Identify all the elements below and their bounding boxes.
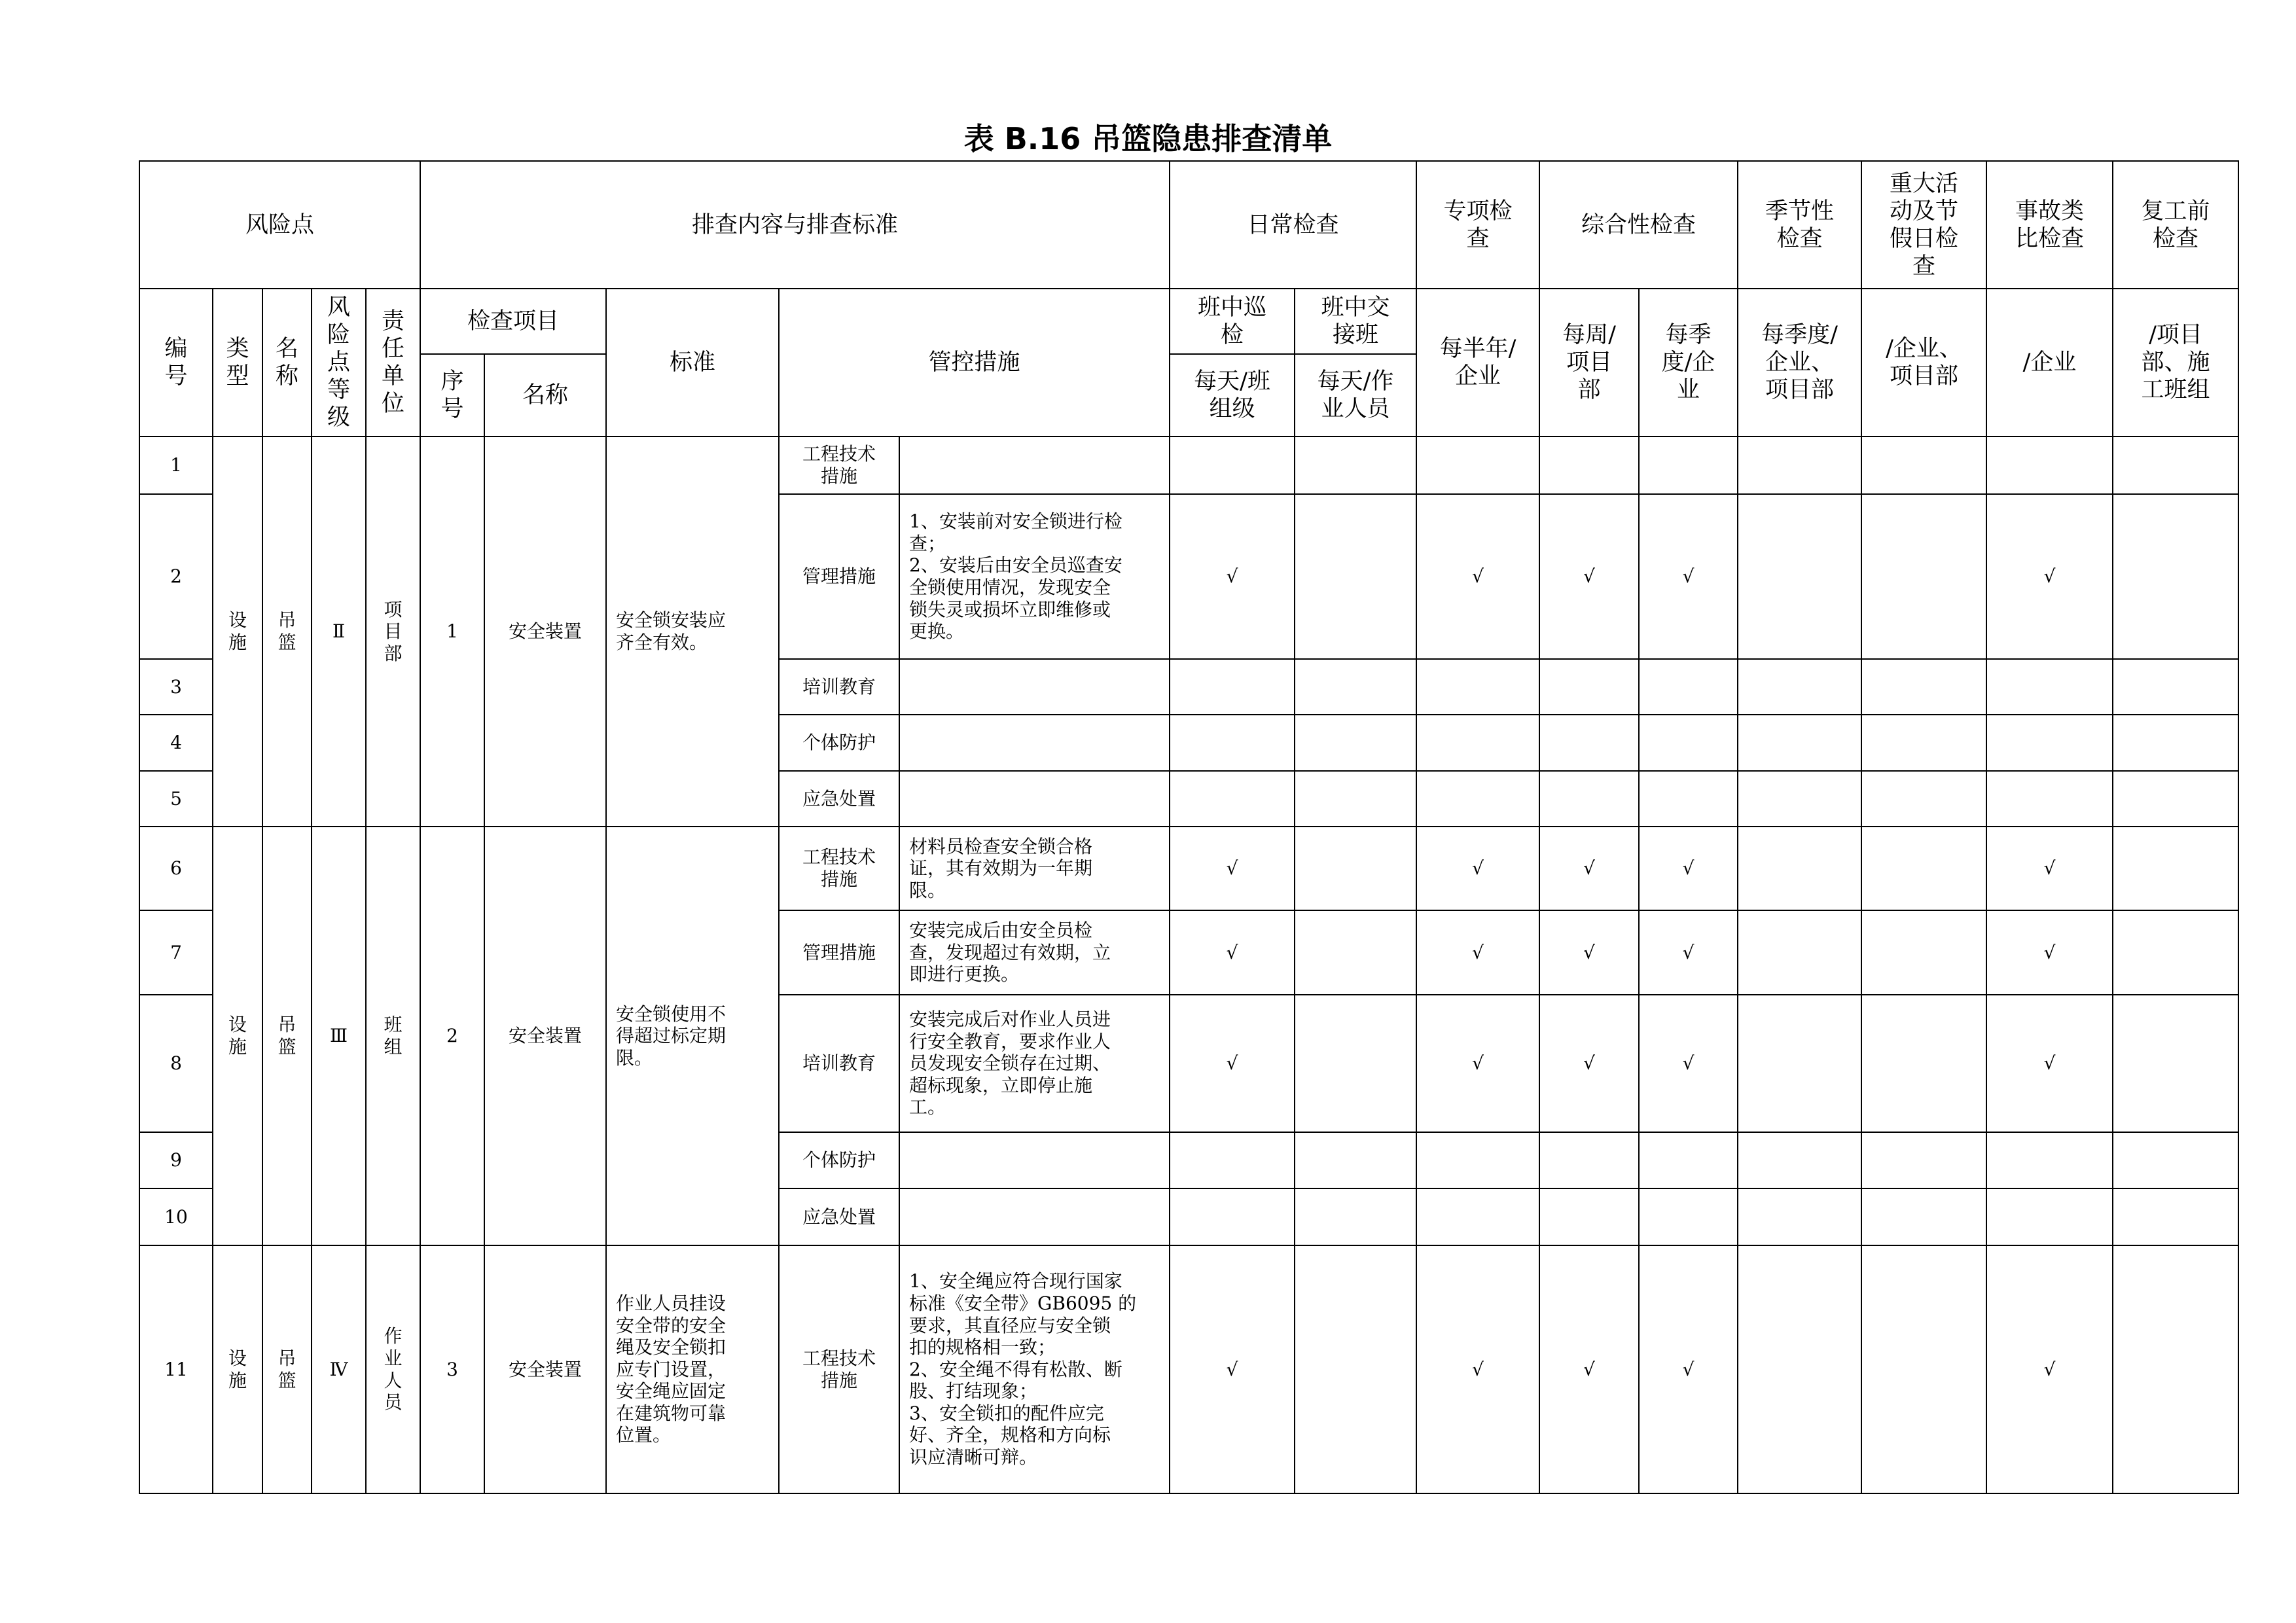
check-cell — [1638, 436, 1738, 495]
check-cell — [1737, 493, 1862, 660]
check-cell: √ — [1638, 994, 1738, 1133]
check-cell — [1539, 1132, 1640, 1189]
check-cell: √ — [1169, 826, 1295, 911]
row-number: 7 — [139, 910, 213, 995]
header-daily-check: 日常检查 — [1169, 160, 1417, 289]
measure-category: 应急处置 — [778, 770, 900, 827]
check-cell: √ — [1638, 1245, 1738, 1494]
row-number: 6 — [139, 826, 213, 911]
header-type: 类 型 — [212, 288, 263, 437]
check-cell: √ — [1416, 910, 1540, 995]
group-item-name: 安全装置 — [484, 826, 607, 1246]
check-cell: √ — [1169, 994, 1295, 1133]
group-standard: 作业人员挂设 安全带的安全 绳及安全锁扣 应专门设置， 安全绳应固定 在建筑物可靠 位置。 — [605, 1245, 780, 1494]
freq-holiday: /企业、 项目部 — [1861, 288, 1987, 437]
measure-category: 应急处置 — [778, 1188, 900, 1246]
measure-category: 培训教育 — [778, 994, 900, 1133]
freq-shift-patrol: 每天/班 组级 — [1169, 353, 1295, 437]
header-no: 编 号 — [139, 288, 213, 437]
check-cell — [1737, 770, 1862, 827]
check-cell — [1737, 1245, 1862, 1494]
check-cell: √ — [1416, 1245, 1540, 1494]
header-risk-point: 风险点 — [139, 160, 421, 289]
header-shift-handover: 班中交 接班 — [1294, 288, 1417, 355]
check-cell — [1986, 1132, 2113, 1189]
check-cell — [1416, 436, 1540, 495]
check-cell: √ — [1638, 493, 1738, 660]
check-cell — [2112, 1245, 2239, 1494]
check-cell: √ — [1169, 1245, 1295, 1494]
header-name: 名 称 — [262, 288, 312, 437]
header-resume-check: 复工前 检查 — [2112, 160, 2239, 289]
check-cell — [1169, 1188, 1295, 1246]
check-cell — [1416, 1188, 1540, 1246]
control-measure — [899, 658, 1170, 715]
group-type: 设 施 — [212, 826, 263, 1246]
check-cell — [2112, 910, 2239, 995]
group-type: 设 施 — [212, 436, 263, 827]
row-number: 10 — [139, 1188, 213, 1246]
check-cell: √ — [1169, 910, 1295, 995]
check-cell — [1294, 493, 1417, 660]
header-control-measures: 管控措施 — [778, 288, 1170, 437]
header-comprehensive-check: 综合性检查 — [1539, 160, 1738, 289]
header-shift-patrol: 班中巡 检 — [1169, 288, 1295, 355]
check-cell — [1737, 1132, 1862, 1189]
measure-category: 个体防护 — [778, 714, 900, 772]
check-cell — [1861, 1245, 1987, 1494]
check-cell — [1737, 658, 1862, 715]
check-cell — [1638, 1188, 1738, 1246]
check-cell — [1737, 1188, 1862, 1246]
check-cell — [1861, 493, 1987, 660]
check-cell — [2112, 436, 2239, 495]
measure-category: 管理措施 — [778, 910, 900, 995]
check-cell — [2112, 994, 2239, 1133]
group-item-name: 安全装置 — [484, 1245, 607, 1494]
group-responsible-unit: 班 组 — [365, 826, 421, 1246]
check-cell — [1539, 714, 1640, 772]
group-standard: 安全锁安装应 齐全有效。 — [605, 436, 780, 827]
check-cell — [1294, 770, 1417, 827]
check-cell: √ — [1416, 493, 1540, 660]
header-risk-level: 风 险 点 等 级 — [311, 288, 367, 437]
check-cell — [1861, 994, 1987, 1133]
check-cell — [2112, 493, 2239, 660]
row-number: 9 — [139, 1132, 213, 1189]
group-responsible-unit: 项 目 部 — [365, 436, 421, 827]
check-cell — [1539, 658, 1640, 715]
header-accident-check: 事故类 比检查 — [1986, 160, 2113, 289]
group-seq: 1 — [420, 436, 485, 827]
check-cell — [1737, 436, 1862, 495]
check-cell: √ — [1169, 493, 1295, 660]
group-type: 设 施 — [212, 1245, 263, 1494]
control-measure — [899, 1132, 1170, 1189]
group-seq: 3 — [420, 1245, 485, 1494]
header-check-item: 检查项目 — [420, 288, 607, 355]
check-cell: √ — [1539, 1245, 1640, 1494]
group-risk-level: Ⅲ — [311, 826, 367, 1246]
control-measure — [899, 436, 1170, 495]
check-cell — [1169, 770, 1295, 827]
check-cell: √ — [1986, 910, 2113, 995]
check-cell — [1294, 1245, 1417, 1494]
check-cell — [2112, 770, 2239, 827]
check-cell — [2112, 658, 2239, 715]
check-cell — [2112, 826, 2239, 911]
measure-category: 培训教育 — [778, 658, 900, 715]
control-measure: 材料员检查安全锁合格 证，其有效期为一年期 限。 — [899, 826, 1170, 911]
group-name: 吊 篮 — [262, 1245, 312, 1494]
freq-quarterly: 每季 度/企 业 — [1638, 288, 1738, 437]
check-cell — [1638, 714, 1738, 772]
row-number: 2 — [139, 493, 213, 660]
control-measure: 1、安装前对安全锁进行检 查； 2、安装后由安全员巡查安 全锁使用情况，发现安全 锁失灵或损坏立即维修或 更换。 — [899, 493, 1170, 660]
group-name: 吊 篮 — [262, 826, 312, 1246]
check-cell — [1986, 714, 2113, 772]
control-measure — [899, 770, 1170, 827]
check-cell — [1638, 770, 1738, 827]
check-cell — [1737, 910, 1862, 995]
measure-category: 工程技术 措施 — [778, 436, 900, 495]
measure-category: 工程技术 措施 — [778, 1245, 900, 1494]
check-cell — [1737, 826, 1862, 911]
group-item-name: 安全装置 — [484, 436, 607, 827]
check-cell: √ — [1416, 826, 1540, 911]
check-cell — [1169, 658, 1295, 715]
check-cell — [1861, 770, 1987, 827]
check-cell: √ — [1986, 826, 2113, 911]
check-cell: √ — [1638, 910, 1738, 995]
check-cell: √ — [1539, 910, 1640, 995]
freq-resume: /项目 部、施 工班组 — [2112, 288, 2239, 437]
group-name: 吊 篮 — [262, 436, 312, 827]
group-risk-level: Ⅳ — [311, 1245, 367, 1494]
check-cell — [1294, 714, 1417, 772]
header-special-check: 专项检 查 — [1416, 160, 1540, 289]
check-cell: √ — [1416, 994, 1540, 1133]
control-measure: 安装完成后对作业人员进 行安全教育，要求作业人 员发现安全锁存在过期、 超标现象，立即停止施 工。 — [899, 994, 1170, 1133]
check-cell — [1737, 994, 1862, 1133]
check-cell — [1294, 436, 1417, 495]
group-responsible-unit: 作 业 人 员 — [365, 1245, 421, 1494]
header-responsible-unit: 责 任 单 位 — [365, 288, 421, 437]
control-measure — [899, 1188, 1170, 1246]
check-cell — [1861, 1132, 1987, 1189]
freq-accident: /企业 — [1986, 288, 2113, 437]
check-cell — [1638, 1132, 1738, 1189]
group-standard: 安全锁使用不 得超过标定期 限。 — [605, 826, 780, 1246]
check-cell — [1986, 770, 2113, 827]
check-cell — [1861, 436, 1987, 495]
header-seq: 序 号 — [420, 353, 485, 437]
check-cell: √ — [1539, 994, 1640, 1133]
check-cell: √ — [1638, 826, 1738, 911]
check-cell — [1169, 1132, 1295, 1189]
check-cell — [1294, 658, 1417, 715]
row-number: 3 — [139, 658, 213, 715]
check-cell — [1416, 1132, 1540, 1189]
control-measure: 安装完成后由安全员检 查，发现超过有效期，立 即进行更换。 — [899, 910, 1170, 995]
measure-category: 管理措施 — [778, 493, 900, 660]
check-cell — [1294, 1188, 1417, 1246]
check-cell: √ — [1986, 994, 2113, 1133]
check-cell — [1861, 910, 1987, 995]
check-cell — [1539, 1188, 1640, 1246]
row-number: 4 — [139, 714, 213, 772]
check-cell — [1169, 714, 1295, 772]
check-cell — [1539, 770, 1640, 827]
measure-category: 工程技术 措施 — [778, 826, 900, 911]
check-cell: √ — [1986, 1245, 2113, 1494]
row-number: 5 — [139, 770, 213, 827]
header-item-name: 名称 — [484, 353, 607, 437]
check-cell — [1861, 658, 1987, 715]
group-seq: 2 — [420, 826, 485, 1246]
freq-seasonal: 每季度/ 企业、 项目部 — [1737, 288, 1862, 437]
header-content-standard: 排查内容与排查标准 — [420, 160, 1170, 289]
check-cell — [1416, 658, 1540, 715]
check-cell — [1986, 1188, 2113, 1246]
check-cell — [1861, 1188, 1987, 1246]
header-holiday-check: 重大活 动及节 假日检 查 — [1861, 160, 1987, 289]
check-cell: √ — [1539, 826, 1640, 911]
freq-special: 每半年/ 企业 — [1416, 288, 1540, 437]
page-title: 表 B.16 吊篮隐患排查清单 — [963, 121, 1333, 156]
check-cell — [2112, 714, 2239, 772]
check-cell — [1539, 436, 1640, 495]
header-standard: 标准 — [605, 288, 780, 437]
check-cell — [1861, 826, 1987, 911]
check-cell — [2112, 1132, 2239, 1189]
check-cell — [1986, 658, 2113, 715]
freq-shift-handover: 每天/作 业人员 — [1294, 353, 1417, 437]
check-cell — [1169, 436, 1295, 495]
check-cell — [1294, 910, 1417, 995]
control-measure — [899, 714, 1170, 772]
check-cell — [1416, 770, 1540, 827]
check-cell — [1986, 436, 2113, 495]
check-cell — [1638, 658, 1738, 715]
header-seasonal-check: 季节性 检查 — [1737, 160, 1862, 289]
check-cell: √ — [1986, 493, 2113, 660]
check-cell — [1416, 714, 1540, 772]
check-cell — [1294, 994, 1417, 1133]
row-number: 11 — [139, 1245, 213, 1494]
check-cell — [1294, 826, 1417, 911]
check-cell — [1737, 714, 1862, 772]
check-cell — [1294, 1132, 1417, 1189]
row-number: 1 — [139, 436, 213, 495]
check-cell — [1861, 714, 1987, 772]
measure-category: 个体防护 — [778, 1132, 900, 1189]
freq-weekly: 每周/ 项目 部 — [1539, 288, 1640, 437]
check-cell — [2112, 1188, 2239, 1246]
control-measure: 1、安全绳应符合现行国家 标准《安全带》GB6095 的 要求，其直径应与安全锁 扣的规格相一致； 2、安全绳不得有松散、断 股、打结现象； 3、安全锁扣的配件应完 好、齐全，规格和方向标 识应清晰可辩。 — [899, 1245, 1170, 1494]
check-cell: √ — [1539, 493, 1640, 660]
row-number: 8 — [139, 994, 213, 1133]
group-risk-level: Ⅱ — [311, 436, 367, 827]
